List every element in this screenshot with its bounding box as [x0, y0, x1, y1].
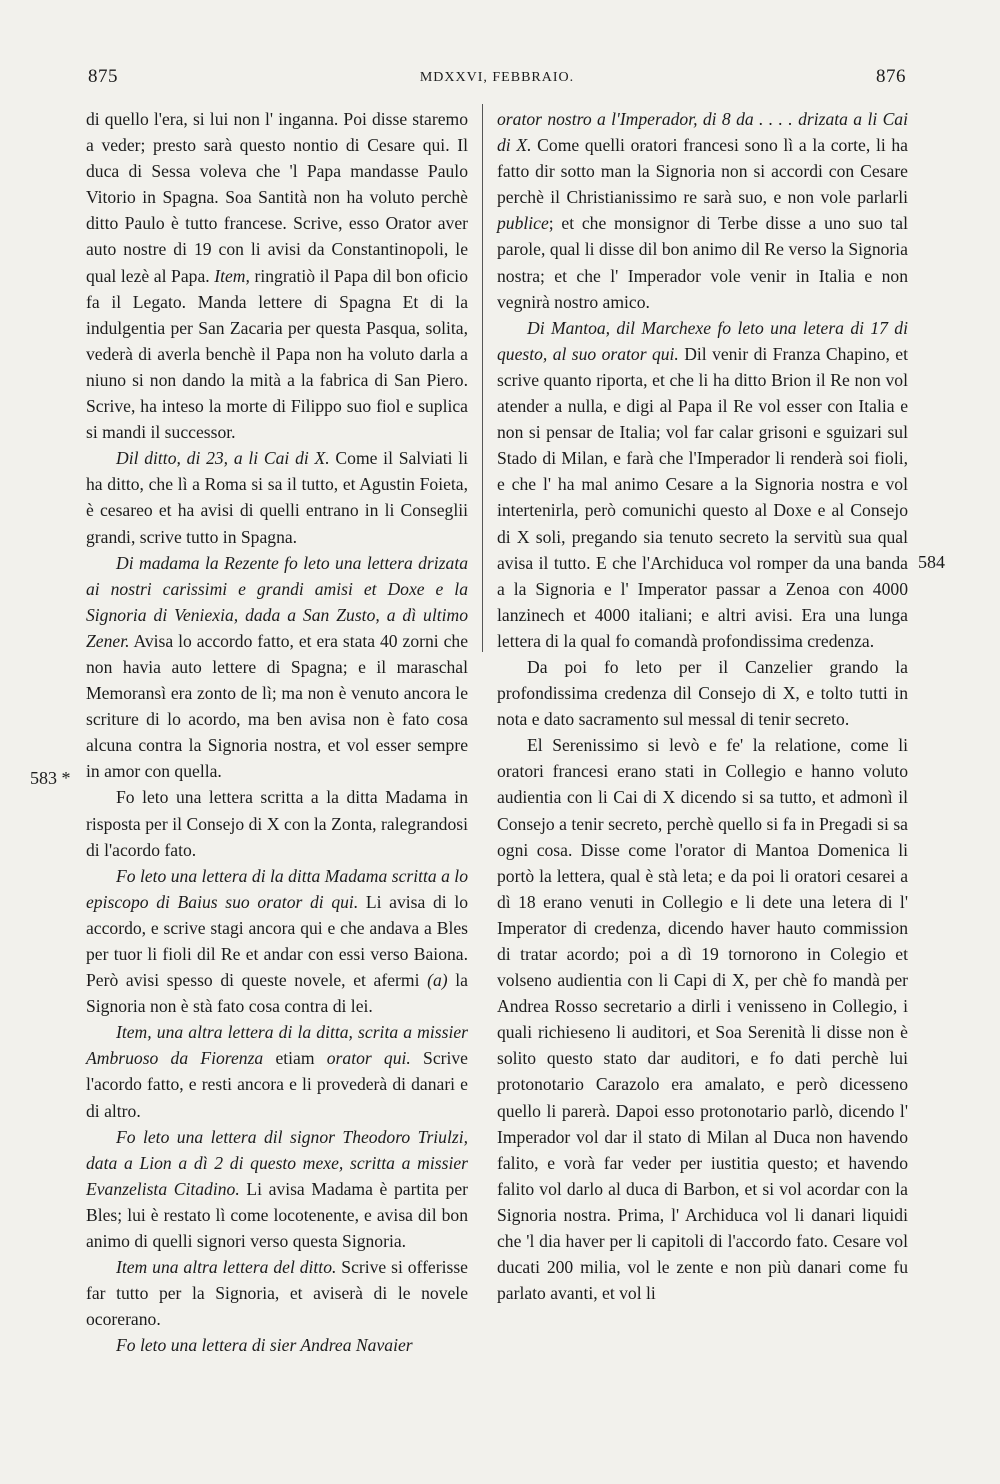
- page-number-right: 876: [876, 66, 906, 87]
- paragraph: Da poi fo leto per il Canzelier grando la profondissima credenza dil Consejo di X, e tolto tutti in nota e dato sacramento sul messal di tenir secreto.: [497, 656, 908, 730]
- page-header: [88, 66, 906, 96]
- left-column: [86, 106, 468, 1359]
- paragraph: Di Mantoa, dil Marchexe fo leto una letera di 17 di questo, al suo orator qui. Dil venir di Franza Chapino, et scrive quanto riporta, et che li ha ditto Brion il Re non vol atender a nulla, e digi al Papa il Re vol esser con Italia e non si pensar de Italia; vol far calar grisoni e sguizari sul Stado di Milan, e farà che l'Imperador li renderà soi fioli, e che l' ha mal animo Cesare a la Signoria nostra e vol intertenirla, però comunichi questo al Doxe e al Consejo di X soli, pregando sia tenuto secreto la servitù sua qual avisa il tutto. E che l'Archiduca vol romper da una banda a la Signoria e l' Imperator passar a Zenoa con 4000 lanzinech et 4000 italiani; e altri avisi. Era una lunga lettera di la qual fo comandà profondissima credenza.: [497, 317, 908, 651]
- right-column: [497, 106, 908, 1306]
- margin-number-left: 583 *: [30, 768, 71, 788]
- paragraph: Item una altra lettera del ditto. Scrive si offerisse far tutto per la Signoria, et aviserà di le novele ocorerano.: [86, 1257, 468, 1330]
- paragraph: Fo leto una lettera scritta a la ditta Madama in risposta per il Consejo di X con la Zonta, ralegrandosi di l'acordo fato.: [86, 787, 468, 860]
- paragraph: Fo leto una lettera di la ditta Madama scritta a lo episcopo di Baius suo orator di qui. Li avisa di lo accordo, e scrive stagi ancora qui e che andava a Bles per tuor li fioli dil Re et andar con essi verso Baiona. Però avisi spesso di queste novele, et afermi (a) la Signoria non è stà fato cosa contra di lei.: [86, 865, 468, 1017]
- paragraph: Di madama la Rezente fo leto una lettera drizata ai nostri carissimi e grandi amisi et Doxe e la Signoria di Veniexia, dada a San Zusto, a dì ultimo Zener. Avisa lo accordo fatto, et era stata 40 zorni che non havia auto lettere di Spagna; e il maraschal Memoransì era zonto de lì; ma non è venuto ancora le scriture di lo acordo, ma ben avisa non è fato cosa alcuna contra la Signoria nostra, et vol esser sempre in amor con quella.: [86, 552, 468, 782]
- column-divider: [482, 104, 483, 652]
- margin-number-right: 584: [918, 552, 945, 572]
- page-number-left: 875: [88, 66, 118, 87]
- running-head: MDXXVI, FEBBRAIO.: [419, 70, 575, 85]
- paragraph: orator nostro a l'Imperador, di 8 da . . . . drizata a li Cai di X. Come quelli oratori francesi sono lì a la corte, li ha fatto dir sotto man la Signoria non si accordi con Cesare perchè il Christianissimo re sarà suo, e non vole parlarli publice; et che monsignor di Terbe disse a uno suo tal parole, qual li disse dil bon animo dil Re verso la Signoria nostra; et che l' Imperador vole venir in Italia e non vegnirà nostro amico.: [497, 109, 908, 312]
- paragraph: di quello l'era, si lui non l' inganna. Poi disse staremo a veder; presto sarà questo nontio di Cesare qui. Il duca di Sessa voleva che 'l Papa mandasse Paulo Vitorio in Spagna. Soa Santità non ha voluto perchè ditto Paulo è tutto francese. Scrive, esso Orator aver auto nostre di 19 con li avisi da Constantinopoli, le qual lezè al Papa. Item, ringratiò il Papa dil bon oficio fa il Legato. Manda lettere di Spagna Et di la indulgentia per San Zacaria per questa Pasqua, solita, vederà di averla benchè il Papa non ha voluto darla a niuno si non dando la mità a la fabrica di San Piero. Scrive, ha inteso la morte di Filippo suo fiol e suplica si mandi il successor.: [86, 109, 468, 443]
- paragraph: Item, una altra lettera di la ditta, scrita a missier Ambruoso da Fiorenza etiam orator qui. Scrive l'acordo fatto, e resti ancora e li proveder​à di danari e di altro.: [86, 1022, 468, 1121]
- paragraph: Dil ditto, di 23, a li Cai di X. Come il Salviati li ha ditto, che lì a Roma si sa il tutto, et Agustin Foieta, è cesareo et ha avisi di quelli entrano in li Conseglii grandi, scrive tutto in Spagna.: [86, 448, 468, 547]
- paragraph: Fo leto una lettera dil signor Theodoro Triulzi, data a Lion a dì 2 di questo mexe, scritta a missier Evanzelista Citadino. Li avisa Madama è partita per Bles; lui è restato lì come locotenente, e avisa dil bon animo di quelli signori verso questa Signoria.: [86, 1126, 468, 1252]
- paragraph: Fo leto una lettera di sier Andrea Navaier: [116, 1335, 413, 1356]
- paragraph: El Serenissimo si levò e fe' la relatione, come li oratori francesi erano stati in Collegio e hanno voluto audientia con li Cai di X dicendo si sa tutto, et admonì il Consejo a tenir secreto, perchè quello si fa in Pregadi si sa ogni cosa. Disse come l'orator di Mantoa Domenica li portò la lettera, qual è stà leta; e da poi li oratori cesarei a dì 18 erano venuti in Collegio e li dete una letera di l' Imperator di credenza, dicendo haver hauto commission di tratar acordo; poi a dì 19 tornorono in Colegio et volseno audientia con li Capi di X, per chè fo mandà per Andrea Rosso secretario a dirli i venisseno in Collegio, i quali richieseno li auditori, et Soa Serenità li disse non è solito questo stato dar auditori, e fo dati perchè lui protonotario Carazolo era amalato, e però dicesseno quello li parerà. Dapoi esso protonotario parlò, dicendo l' Imperador vol dar il stato di Milan al Duca non havendo falito, e vorà far veder per iustitia questo; et havendo falito vol darlo al duca di Barbon, et si vol acordar con la Signoria nostra. Prima, l' Archiduca vol li danari liquidi che 'l dia haver per li capitoli di l'accordo fato. Cesare vol ducati 200 milia, vol le zente e non più danari come fu parlato avanti, et vol li: [497, 735, 908, 1304]
